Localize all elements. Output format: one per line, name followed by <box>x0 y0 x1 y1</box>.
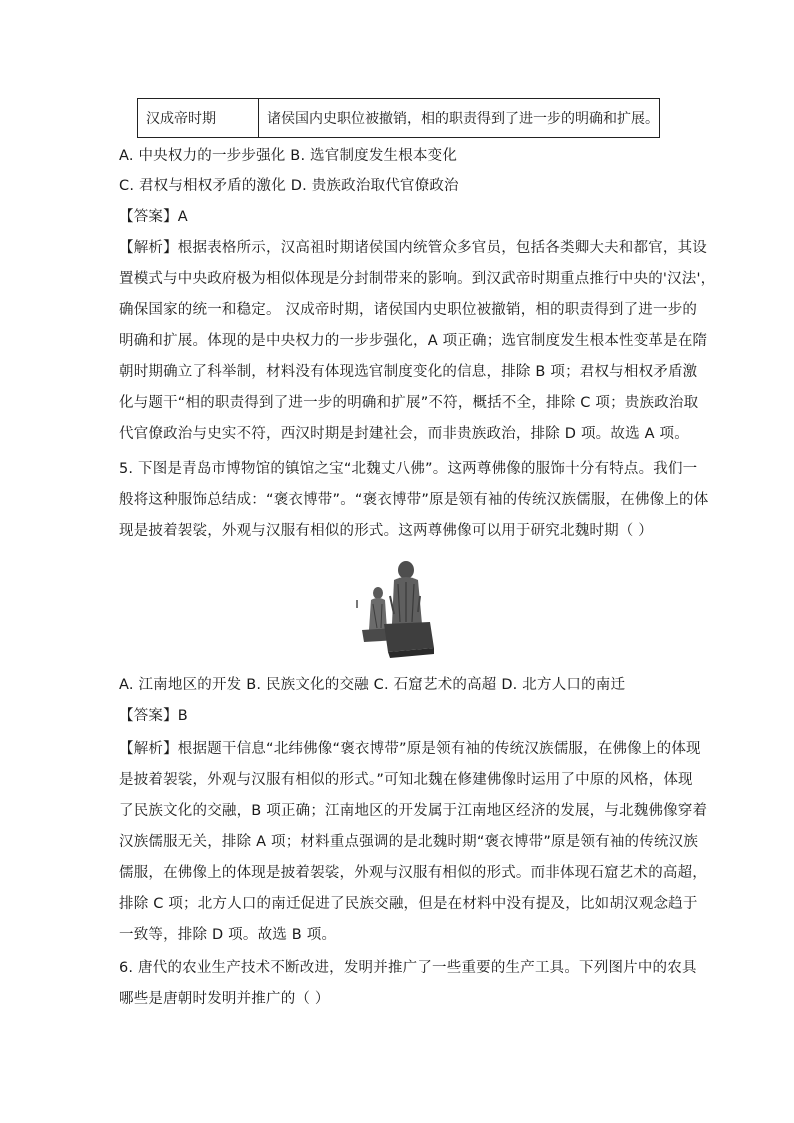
table-cell-period: 汉成帝时期 <box>138 99 259 138</box>
q5-analysis-line: 【解析】根据题干信息“北纬佛像“褒衣博带”原是领有袖的传统汉族儒服，在佛像上的体现 <box>119 741 701 757</box>
history-table <box>137 98 660 138</box>
q5-answer: 【答案】B <box>119 708 188 724</box>
q6-stem-line: 6. 唐代的农业生产技术不断改进，发明并推广了一些重要的生产工具。下列图片中的农具 <box>119 960 697 976</box>
q4-analysis-line: 明确和扩展。体现的是中央权力的一步步强化，A 项正确；选官制度发生根本性变革是在隋 <box>119 333 708 349</box>
q4-answer: 【答案】A <box>119 209 188 225</box>
q4-analysis-line: 置模式与中央政府极为相似体现是分封制带来的影响。到汉武帝时期重点推行中央的'汉法'， <box>119 271 716 287</box>
q5-analysis-line: 排除 C 项；北方人口的南迁促进了民族交融，但是在材料中没有提及，比如胡汉观念趋于 <box>119 896 698 912</box>
q5-options: A. 江南地区的开发 B. 民族文化的交融 C. 石窟艺术的高超 D. 北方人口的南迁 <box>119 677 626 693</box>
q4-analysis-line: 【解析】根据表格所示，汉高祖时期诸侯国内统管众多官员，包括各类卿大夫和都官，其设 <box>119 240 707 256</box>
q4-analysis-line: 化与题干“相的职责得到了进一步的明确和扩展”不符，概括不全，排除 C 项；贵族政治取 <box>119 395 699 411</box>
table-row <box>138 99 660 138</box>
q5-analysis-line: 一致等，排除 D 项。故选 B 项。 <box>119 927 337 943</box>
q4-options-line-2: C. 君权与相权矛盾的激化 D. 贵族政治取代官僚政治 <box>119 178 459 194</box>
q5-stem-line: 般将这种服饰总结成：“褒衣博带”。“褒衣博带”原是领有袖的传统汉族儒服，在佛像上的体 <box>119 492 709 508</box>
q5-analysis-line: 儒服，在佛像上的体现是披着袈裟，外观与汉服有相似的形式。而非体现石窟艺术的高超， <box>119 865 707 881</box>
table-cell-description: 诸侯国内史职位被撤销，相的职责得到了进一步的明确和扩展。 <box>259 99 660 138</box>
q5-analysis-line: 汉族儒服无关，排除 A 项；材料重点强调的是北魏时期“褒衣博带”原是领有袖的传统汉族 <box>119 834 699 850</box>
buddha-statues-photo <box>354 556 434 660</box>
q5-stem-line: 5. 下图是青岛市博物馆的镇馆之宝“北魏丈八佛”。这两尊佛像的服饰十分有特点。我们一 <box>119 461 698 477</box>
q5-stem-line: 现是披着袈裟，外观与汉服有相似的形式。这两尊佛像可以用于研究北魏时期（ ） <box>119 523 654 539</box>
q5-analysis-line: 了民族文化的交融，B 项正确；江南地区的开发属于江南地区经济的发展，与北魏佛像穿着 <box>119 803 708 819</box>
q6-stem-line: 哪些是唐朝时发明并推广的（ ） <box>119 991 330 1007</box>
q4-options-line-1: A. 中央权力的一步步强化 B. 选官制度发生根本变化 <box>119 148 458 164</box>
q4-analysis-line: 代官僚政治与史实不符，西汉时期是封建社会，而非贵族政治，排除 D 项。故选 A 项。 <box>119 426 689 442</box>
q4-analysis-line: 确保国家的统一和稳定。 汉成帝时期，诸侯国内史职位被撤销，相的职责得到了进一步的 <box>119 302 698 318</box>
q5-analysis-line: 是披着袈裟，外观与汉服有相似的形式。”可知北魏在修建佛像时运用了中原的风格，体现 <box>119 772 693 788</box>
q4-analysis-line: 朝时期确立了科举制，材料没有体现选官制度变化的信息，排除 B 项；君权与相权矛盾激 <box>119 364 698 380</box>
